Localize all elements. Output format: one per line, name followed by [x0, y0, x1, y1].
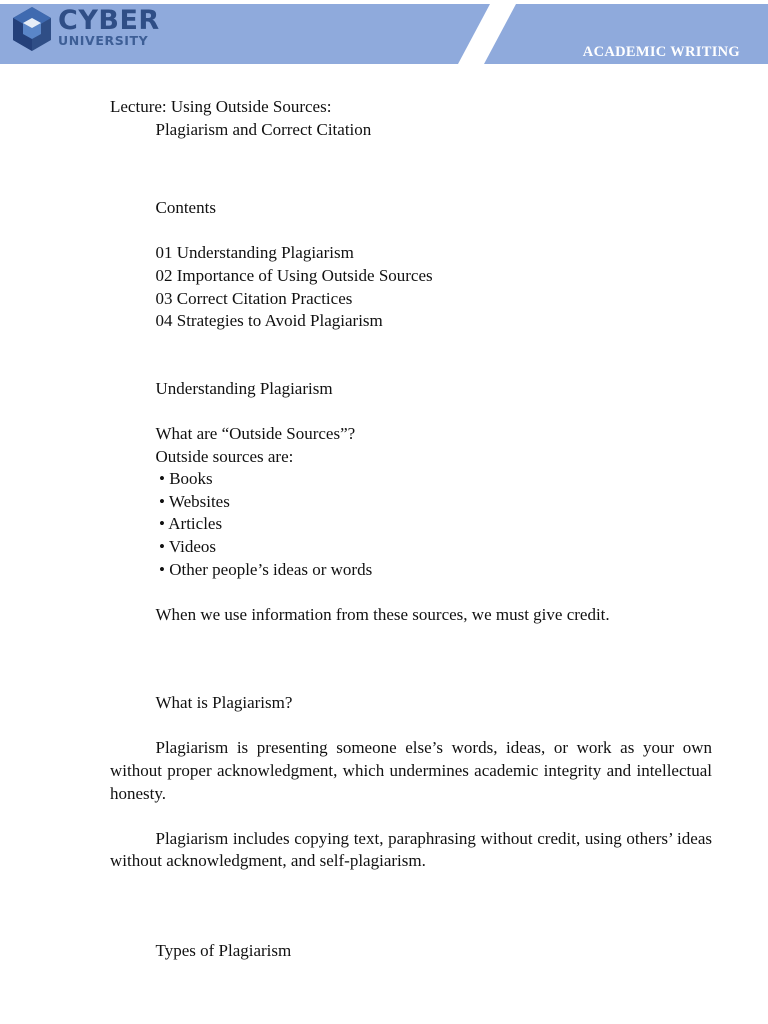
university-logo-text — [58, 7, 160, 48]
outside-sources-intro: Outside sources are: — [155, 446, 294, 466]
list-item: • Websites — [159, 491, 230, 511]
list-item: • Books — [159, 469, 213, 489]
lecture-subtitle: Plagiarism and Correct Citation — [155, 119, 372, 139]
logo-line2: UNIVERSITY — [58, 33, 149, 48]
types-heading: Types of Plagiarism — [155, 941, 292, 961]
section-label: ACADEMIC WRITING — [582, 44, 740, 60]
contents-item: 03 Correct Citation Practices — [155, 288, 353, 308]
outside-sources-question: What are “Outside Sources”? — [155, 423, 356, 443]
contents-heading: Contents — [155, 198, 216, 218]
contents-item: 02 Importance of Using Outside Sources — [155, 265, 433, 285]
page-header — [0, 0, 768, 64]
list-item: • Other people’s ideas or words — [159, 559, 373, 579]
list-item: • Articles — [159, 514, 223, 534]
contents-item: 01 Understanding Plagiarism — [155, 243, 354, 263]
logo-line1: CYBER — [58, 5, 160, 36]
contents-item: 04 Strategies to Avoid Plagiarism — [155, 311, 383, 331]
section-heading: Understanding Plagiarism — [155, 378, 333, 398]
list-item: • Videos — [159, 536, 217, 556]
plagiarism-includes: Plagiarism includes copying text, paraphrasing without credit, using others’ ideas without acknowledgment, and self-plagiarism. — [110, 828, 712, 871]
credit-statement: When we use information from these sources, we must give credit. — [155, 604, 610, 624]
plagiarism-definition: Plagiarism is presenting someone else’s words, ideas, or work as your own without proper acknowledgment, which undermines academic integrity and intellectual honesty. — [110, 738, 712, 803]
university-logo-icon — [11, 6, 53, 52]
lecture-title: Lecture: Using Outside Sources: — [110, 97, 332, 116]
plagiarism-question: What is Plagiarism? — [155, 693, 293, 713]
document-body — [110, 96, 712, 963]
